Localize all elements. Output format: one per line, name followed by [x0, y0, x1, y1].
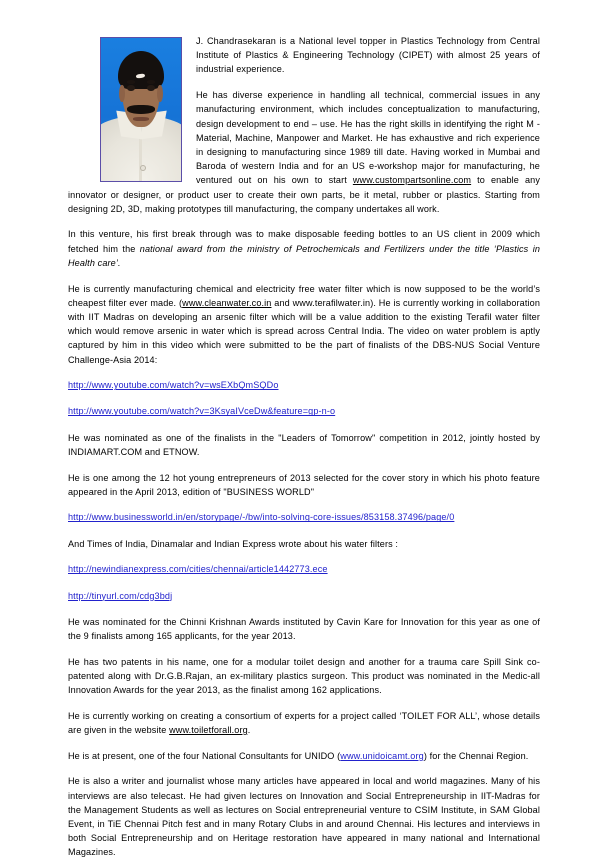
award-title: national award from the ministry of Petrochemicals and Fertilizers under the title ‘Plastics in Health care’. [68, 243, 541, 268]
link-businessworld[interactable]: http://www.businessworld.in/en/storypage/-/bw/into-solving-core-issues/853158.37496/page/0 [68, 512, 455, 523]
text-run: He is at present, one of the four National Consultants for UNIDO ( [68, 750, 341, 761]
link-youtube-1[interactable]: http://www.youtube.com/watch?v=wsEXbQmSQDo [68, 380, 279, 391]
paragraph-toilet-for-all [68, 709, 540, 737]
link-unidoicamt[interactable]: www.unidoicamt.org [340, 750, 424, 761]
paragraph-venture [68, 227, 540, 270]
link-tinyurl[interactable]: http://tinyurl.com/cdg3bdj [68, 590, 173, 601]
link-line-youtube-2 [68, 404, 540, 418]
paragraph-patents: He has two patents in his name, one for a modular toilet design and another for a trauma care Spill Sink co-patented along with Dr.G.B.Rajan, an ex-military plastics surgeon. This product was nominated in the Medic-all Innovation Awards for the year 2013, as the finalist among 162 applications. [68, 656, 540, 696]
paragraph-chinni-krishnan: He was nominated for the Chinni Krishnan Awards instituted by Cavin Kare for Innovation for this year as one of the 9 finalists among 165 applicants, for the year 2013. [68, 616, 540, 641]
text-run: . [247, 725, 251, 736]
paragraph-intro: J. Chandrasekaran is a National level topper in Plastics Technology from Central Institute of Plastics & Engineering Technology (CIPET) with almost 25 years of industrial experience. [196, 36, 540, 75]
paragraph-unido [68, 749, 540, 763]
link-cleanwater[interactable]: www.cleanwater.co.in [182, 297, 272, 308]
photo-eye-right [147, 85, 154, 91]
link-line-newindianexpress [68, 562, 540, 576]
text-run: to enable any innovator or designer, or product user to create their own parts, be it metal, rubber or plastics. Starting from designing 2D, 3D, making prototypes till manufacturing, the company undertakes all work. [68, 175, 540, 214]
photo-ear-right [157, 85, 163, 102]
paragraph-business-world: He is one among the 12 hot young entrepreneurs of 2013 selected for the cover story in which his photo feature appeared in the April 2013, edition of "BUSINESS WORLD" [68, 472, 540, 497]
link-line-tinyurl [68, 589, 540, 603]
photo-moustache [127, 105, 154, 114]
portrait-photo [100, 37, 182, 182]
link-newindianexpress[interactable]: http://newindianexpress.com/cities/chennai/article1442773.ece [68, 564, 328, 575]
link-toiletforall[interactable]: www.toiletforall.org [169, 725, 248, 736]
photo-eyebrow-right [147, 80, 156, 84]
paragraph-waterfilter [68, 282, 540, 367]
paragraph-nominated-leaders: He was nominated as one of the finalists in the "Leaders of Tomorrow" competition in 2012, jointly hosted by INDIAMART.COM and ETNOW. [68, 432, 540, 457]
link-custompartsonline[interactable]: www.custompartsonline.com [352, 175, 472, 186]
text-run: and www.terafilwater.in). He is currently working in collaboration with IIT Madras on developing an arsenic filter which will be a value addition to the existing Terafil water filter which would remove arsenic in water which is spread across Central India. The video on water problem is aptly captured by him in this video which were submitted to be the part of finalists of the DBS-NUS Social Venture Challenge-Asia 2014: [68, 297, 540, 365]
link-line-businessworld [68, 510, 540, 524]
text-run: He has diverse experience in handling all technical, commercial issues in any manufacturing environment, which includes conceptualization to manufacturing, design development to end – use. He has the right skills in identifying the right M - Material, Machine, Manpower and Market. He has exhaustive and rich experience in designing to manufacturing since 1989 till date. Having worked in Mumbai and Baroda of western India and for an US e-workshop major for manufacturing, he ventured out on his own to start [196, 90, 540, 186]
paragraph-press-intro: And Times of India, Dinamalar and Indian Express wrote about his water filters : [68, 538, 399, 549]
paragraph-writer: He is also a writer and journalist whose many articles have appeared in local and world magazines. Many of his interviews are also telecast. He had given lectures on Innovation and Social Entrepreneurship in IIT-Madras for the Management Students as well as lectures on Social entrepreneurial venture to CSIM Institute, in SAM Global Event, in TiE Chennai Pitch fest and in many Rotary Clubs in and around Chennai. His lectures and interviews in both Social Entrepreneurship and on Heritage restoration have appeared in many national and International Magazines. [68, 776, 540, 858]
text-run: He is currently manufacturing chemical and electricity free water filter which is now supposed to be the world’s cheapest filter ever made. ( [68, 283, 540, 308]
link-youtube-2[interactable]: http://www.youtube.com/watch?v=3KsyaIVceDw&feature=gp-n-o [68, 406, 336, 417]
text-run: He is currently working on creating a consortium of experts for a project called ‘TOILET FOR ALL’, whose details are given in the website [68, 710, 540, 736]
text-run: ) for the Chennai Region. [423, 750, 529, 761]
photo-lip [133, 117, 149, 121]
photo-eyebrow-left [127, 80, 136, 84]
text-run: In this venture, his first break through was to make disposable feeding bottles to an US client in 2009 which fetched him the [68, 229, 540, 254]
photo-eye-left [127, 85, 134, 91]
photo-shirt-placket [139, 138, 142, 181]
link-line-youtube-1 [68, 378, 540, 392]
